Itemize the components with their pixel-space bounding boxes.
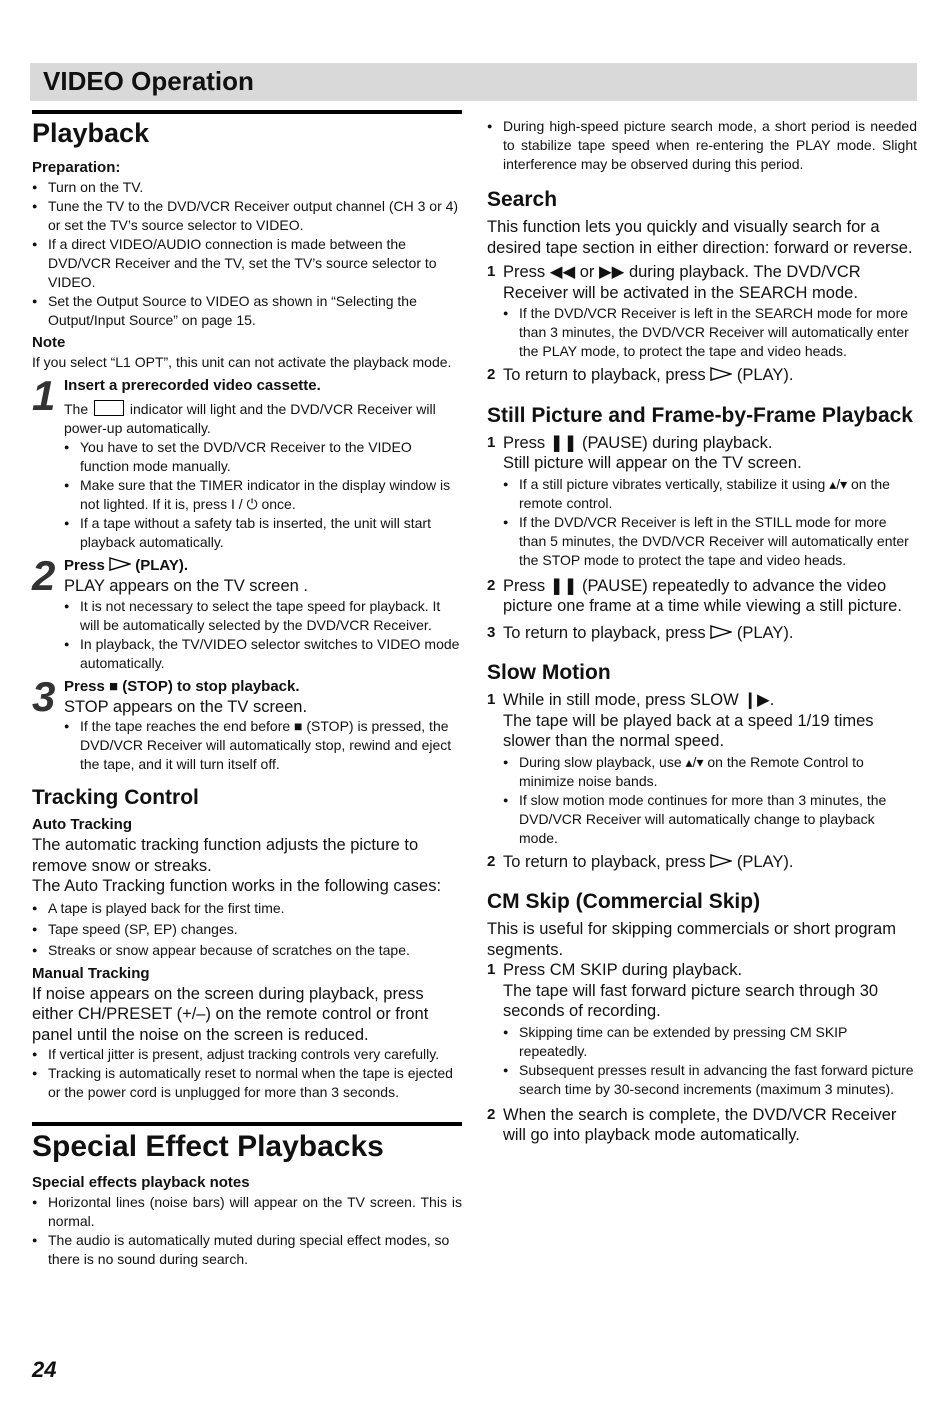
list-item: ● If the DVD/VCR Receiver is left in the SEARCH mode for more than 3 minutes, the DVD/VCR Receiver will automatically enter the PLAY mode, to protect the tape and video heads.	[503, 304, 917, 361]
list-item: ● If a still picture vibrates vertically, stabilize it using ▴/▾ on the remote control.	[503, 475, 917, 513]
still-step-1	[487, 433, 917, 570]
step-number: 3	[487, 623, 496, 641]
list-item: ● Skipping time can be extended by pressing CM SKIP repeatedly.	[503, 1023, 917, 1061]
still-step-2	[487, 576, 917, 617]
step-bullets	[64, 717, 462, 774]
step-heading: Press ■ (STOP) to stop playback.	[64, 677, 300, 695]
slow-step-1	[487, 690, 917, 848]
list-item: ● If a tape without a safety tab is inserted, the unit will start playback automatically.	[64, 514, 462, 552]
step-text: Press ◀◀ or ▶▶ during playback. The DVD/VCR Receiver will be activated in the SEARCH mode.	[503, 263, 861, 302]
step-3	[32, 672, 462, 775]
list-item: ● Tape speed (SP, EP) changes.	[32, 920, 462, 939]
step-number: 1	[487, 433, 496, 451]
list-item: ● During high-speed picture search mode, a short period is needed to stabilize tape speed when re-entering the PLAY mode. Slight interference may be observed during this period.	[487, 117, 917, 174]
list-item: ● If a direct VIDEO/AUDIO connection is made between the DVD/VCR Receiver and the TV, set the TV’s source selector to VIDEO.	[32, 235, 462, 292]
step-bullets	[503, 753, 917, 848]
slow-step-2	[487, 852, 917, 873]
left-column	[32, 110, 462, 1269]
play-icon	[109, 557, 131, 571]
play-icon	[710, 367, 732, 381]
list-item: ● Turn on the TV.	[32, 178, 462, 197]
step-text: To return to playback, press	[503, 366, 706, 384]
preparation-label: Preparation:	[32, 159, 121, 176]
list-item: ● You have to set the DVD/VCR Receiver to the VIDEO function mode manually.	[64, 438, 462, 476]
step-text-tail: (PLAY).	[736, 366, 794, 384]
step-text: To return to playback, press	[503, 623, 706, 642]
list-item: ● Tune the TV to the DVD/VCR Receiver output channel (CH 3 or 4) or set the TV’s source selector to VIDEO.	[32, 197, 462, 235]
auto-tracking-text: The automatic tracking function adjusts the picture to remove snow or streaks.	[32, 836, 419, 875]
step-number: 2	[487, 366, 496, 383]
step-text: PLAY appears on the TV screen .	[64, 577, 308, 595]
right-column	[487, 117, 917, 1146]
list-item: ● Tracking is automatically reset to normal when the tape is ejected or the power cord is unplugged for more than 3 seconds.	[32, 1064, 462, 1102]
manual-tracking-list	[32, 1045, 462, 1102]
list-item: ● Horizontal lines (noise bars) will appear on the TV screen. This is normal.	[32, 1193, 462, 1231]
auto-tracking-list	[32, 899, 462, 960]
list-item: ● The audio is automatically muted during special effect modes, so there is no sound during search.	[32, 1231, 462, 1269]
step-heading: Press (PLAY).	[64, 557, 189, 574]
step-bullets	[64, 597, 462, 673]
note-label: Note	[32, 334, 66, 351]
step-bullets	[64, 438, 462, 552]
step-bullets	[503, 475, 917, 570]
list-item: ● Set the Output Source to VIDEO as shown in “Selecting the Output/Input Source” on page 15.	[32, 292, 462, 330]
section-header-title: VIDEO Operation	[43, 66, 254, 96]
search-intro: This function lets you quickly and visually search for a desired tape section in either direction: forward or reverse.	[487, 218, 913, 257]
step-number: 2	[487, 1105, 496, 1123]
playback-title: Playback	[32, 110, 462, 149]
step-text-2: The tape will fast forward picture search through 30 seconds of recording.	[503, 981, 879, 1020]
list-item: ● A tape is played back for the first time.	[32, 899, 462, 918]
step-number: 2	[487, 852, 496, 870]
special-notes-list	[32, 1193, 462, 1269]
step-number: 2	[32, 552, 56, 599]
step-text: Press CM SKIP during playback.	[503, 961, 743, 979]
cm-step-2	[487, 1105, 917, 1146]
manual-tracking-text: If noise appears on the screen during playback, press either CH/PRESET (+/–) on the remote control or front panel until the noise on the screen is reduced.	[32, 984, 429, 1044]
special-notes-label: Special effects playback notes	[32, 1174, 250, 1191]
list-item: ● Subsequent presses result in advancing the fast forward picture search time by 30-second increments (maximum 3 minutes).	[503, 1061, 917, 1099]
page-number: 24	[32, 1357, 57, 1382]
still-title: Still Picture and Frame-by-Frame Playback	[487, 403, 913, 427]
list-item: ● Make sure that the TIMER indicator in the display window is not lighted. If it is, press I / ⏻ once.	[64, 476, 462, 514]
step-bullets	[503, 304, 917, 361]
search-step-2	[487, 365, 917, 386]
step-text-2: The tape will be played back at a speed 1/19 times slower than the normal speed.	[503, 711, 874, 750]
step-text: To return to playback, press	[503, 852, 706, 871]
step-text: STOP appears on the TV screen.	[64, 697, 308, 716]
step-number: 1	[487, 961, 496, 978]
list-item: ● It is not necessary to select the tape speed for playback. It will be automatically selected by the DVD/VCR Receiver.	[64, 597, 462, 635]
slow-motion-title: Slow Motion	[487, 661, 611, 684]
list-item: ● During slow playback, use ▴/▾ on the Remote Control to minimize noise bands.	[503, 753, 917, 791]
step-text-2: Still picture will appear on the TV screen.	[503, 454, 802, 472]
play-icon	[710, 625, 732, 639]
step-2	[32, 552, 462, 673]
step-heading: Insert a prerecorded video cassette.	[64, 377, 321, 394]
list-item: ● If the DVD/VCR Receiver is left in the STILL mode for more than 5 minutes, the DVD/VCR Receiver will automatically enter the STOP mode to protect the tape and video heads.	[503, 513, 917, 570]
play-icon	[710, 854, 732, 868]
cassette-icon	[94, 400, 124, 416]
preparation-list	[32, 178, 462, 330]
step-number: 2	[487, 576, 496, 594]
cm-skip-intro: This is useful for skipping commercials or short program segments.	[487, 920, 896, 959]
tracking-title: Tracking Control	[32, 786, 199, 809]
step-text: While in still mode, press SLOW ❙▶.	[503, 691, 775, 709]
auto-tracking-label: Auto Tracking	[32, 816, 133, 833]
step-text: Press ❚❚ (PAUSE) during playback.	[503, 433, 773, 452]
step-text-tail: (PLAY).	[736, 852, 794, 871]
list-item: ● If vertical jitter is present, adjust tracking controls very carefully.	[32, 1045, 462, 1064]
step-number: 1	[32, 372, 56, 419]
step-text-tail: (PLAY).	[736, 623, 794, 642]
note-text: If you select “L1 OPT”, this unit can not activate the playback mode.	[32, 354, 452, 370]
step-number: 1	[487, 263, 496, 280]
search-step-1	[487, 262, 917, 361]
cm-step-1	[487, 960, 917, 1099]
list-item: ● If the tape reaches the end before ■ (STOP) is pressed, the DVD/VCR Receiver will automatically stop, rewind and eject the tape, and it will turn itself off.	[64, 717, 462, 774]
step-1	[32, 372, 462, 552]
list-item: ● Streaks or snow appear because of scratches on the tape.	[32, 941, 462, 960]
step-bullets	[503, 1023, 917, 1099]
list-item: ● If slow motion mode continues for more than 3 minutes, the DVD/VCR Receiver will automatically change to playback mode.	[503, 791, 917, 848]
search-title: Search	[487, 188, 558, 211]
cm-skip-title: CM Skip (Commercial Skip)	[487, 890, 761, 913]
list-item: ● In playback, the TV/VIDEO selector switches to VIDEO mode automatically.	[64, 635, 462, 673]
step-number: 3	[32, 672, 56, 720]
step-text: When the search is complete, the DVD/VCR Receiver will go into playback mode automatically.	[503, 1105, 897, 1144]
step-text: Press ❚❚ (PAUSE) repeatedly to advance the video picture one frame at a time while viewing a still picture.	[503, 576, 902, 615]
still-step-3	[487, 623, 917, 644]
auto-tracking-text2: The Auto Tracking function works in the following cases:	[32, 877, 442, 895]
step-text: The indicator will light and the DVD/VCR Receiver will power-up automatically.	[64, 401, 436, 436]
special-effects-title: Special Effect Playbacks	[32, 1122, 462, 1164]
manual-tracking-label: Manual Tracking	[32, 964, 150, 982]
step-number: 1	[487, 691, 496, 708]
section-header-bar	[30, 63, 917, 101]
top-notes-list	[487, 117, 917, 174]
